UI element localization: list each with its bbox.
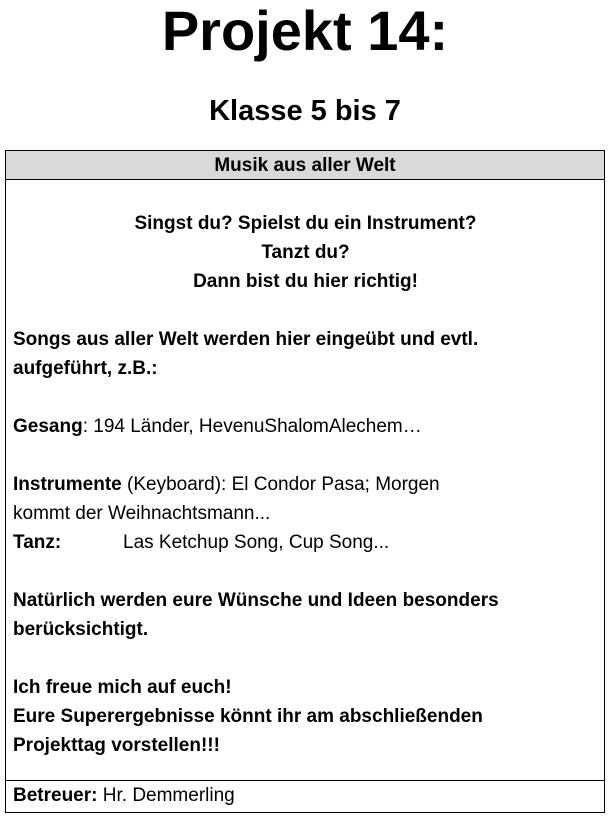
tanz-line <box>13 528 598 557</box>
songs-intro-line-1: Songs aus aller Welt werden hier eingeübt und evtl. <box>13 329 479 350</box>
box-footer <box>6 780 604 812</box>
box-header: Musik aus aller Welt <box>6 151 604 180</box>
project-box <box>5 150 605 813</box>
wishes-line-2: berücksichtigt. <box>13 619 149 640</box>
gesang-label: Gesang <box>13 416 83 437</box>
wishes-line-1: Natürlich werden eure Wünsche und Ideen besonders <box>13 590 499 611</box>
page-subtitle: Klasse 5 bis 7 <box>209 95 401 127</box>
gesang-line <box>13 412 598 441</box>
intro-line-3: Dann bist du hier richtig! <box>193 271 418 292</box>
closing-line-2: Eure Superergebnisse könnt ihr am abschließenden <box>13 706 483 727</box>
songs-intro-line-2: aufgeführt, z.B.: <box>13 358 158 379</box>
instrumente-line-1 <box>13 470 598 499</box>
tanz-text: Las Ketchup Song, Cup Song... <box>123 532 390 553</box>
betreuer-name: Hr. Demmerling <box>97 785 235 806</box>
box-content <box>13 180 598 760</box>
instrumente-text-1: (Keyboard): El Condor Pasa; Morgen <box>121 474 440 495</box>
tanz-label: Tanz: <box>13 532 62 553</box>
intro-line-2: Tanzt du? <box>261 242 350 263</box>
betreuer-label: Betreuer: <box>13 785 98 806</box>
instrumente-line-2: kommt der Weihnachtsmann... <box>13 503 271 524</box>
intro-line-1: Singst du? Spielst du ein Instrument? <box>134 213 477 234</box>
instrumente-label: Instrumente <box>13 474 122 495</box>
closing-line-3: Projekttag vorstellen!!! <box>13 735 220 756</box>
closing-line-1: Ich freue mich auf euch! <box>13 677 232 698</box>
page-title: Projekt 14: <box>161 0 449 62</box>
gesang-text: : 194 Länder, HevenuShalomAlechem… <box>82 416 422 437</box>
